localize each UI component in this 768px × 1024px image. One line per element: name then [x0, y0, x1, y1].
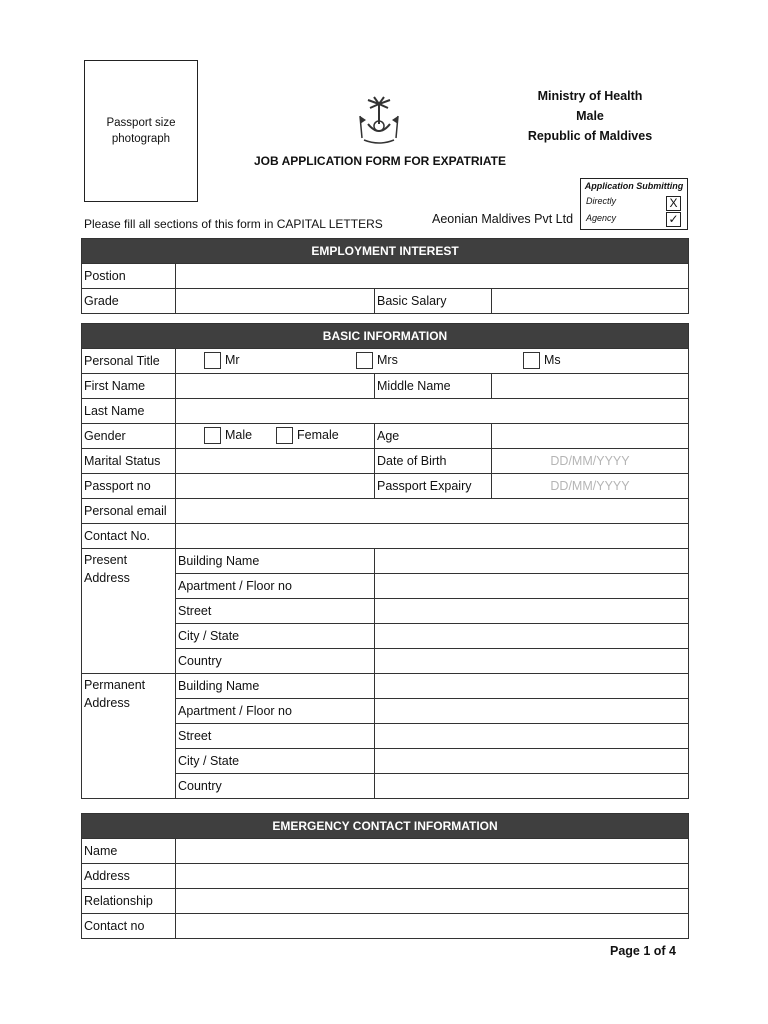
- basic-section-header: BASIC INFORMATION: [82, 324, 689, 349]
- marital-status-field[interactable]: [176, 449, 375, 474]
- employment-section-header: EMPLOYMENT INTEREST: [82, 239, 689, 264]
- personal-title-options: [176, 349, 689, 374]
- present-building-field[interactable]: [375, 549, 689, 574]
- female-label: Female: [297, 427, 339, 442]
- emergency-name-label: Name: [82, 839, 176, 864]
- age-label: Age: [375, 424, 492, 449]
- female-checkbox[interactable]: [276, 427, 293, 444]
- submit-box-title: Application Submitting: [584, 181, 684, 191]
- submit-directly-label: Directly: [586, 196, 617, 206]
- gender-male-option[interactable]: [204, 427, 252, 444]
- present-building-label: Building Name: [176, 549, 375, 574]
- instruction-text: Please fill all sections of this form in CAPITAL LETTERS: [84, 217, 383, 231]
- position-field[interactable]: [176, 264, 689, 289]
- dob-label: Date of Birth: [375, 449, 492, 474]
- submit-agency-label: Agency: [586, 213, 617, 223]
- last-name-field[interactable]: [176, 399, 689, 424]
- company-name: Aeonian Maldives Pvt Ltd: [432, 212, 574, 226]
- permanent-street-field[interactable]: [375, 724, 689, 749]
- contact-no-field[interactable]: [176, 524, 689, 549]
- present-country-label: Country: [176, 649, 375, 674]
- ministry-name: Ministry of Health: [537, 89, 643, 103]
- emergency-relationship-label: Relationship: [82, 889, 176, 914]
- emergency-relationship-field[interactable]: [176, 889, 689, 914]
- passport-expiry-field[interactable]: DD/MM/YYYY: [492, 474, 689, 499]
- emergency-contact-label: Contact no: [82, 914, 176, 939]
- emergency-address-field[interactable]: [176, 864, 689, 889]
- permanent-apartment-label: Apartment / Floor no: [176, 699, 375, 724]
- present-city-field[interactable]: [375, 624, 689, 649]
- present-country-field[interactable]: [375, 649, 689, 674]
- permanent-city-field[interactable]: [375, 749, 689, 774]
- basic-salary-label: Basic Salary: [375, 289, 492, 314]
- basic-salary-field[interactable]: [492, 289, 689, 314]
- last-name-label: Last Name: [82, 399, 176, 424]
- ms-label: Ms: [544, 352, 561, 367]
- title-mrs-option[interactable]: [356, 352, 398, 369]
- passport-expiry-label: Passport Expairy: [375, 474, 492, 499]
- dob-field[interactable]: DD/MM/YYYY: [492, 449, 689, 474]
- permanent-building-field[interactable]: [375, 674, 689, 699]
- basic-information-table: [81, 323, 689, 799]
- gender-options: [176, 424, 375, 449]
- title-mr-option[interactable]: [204, 352, 240, 369]
- submit-directly-checkbox[interactable]: X: [666, 196, 681, 211]
- personal-email-field[interactable]: [176, 499, 689, 524]
- present-address-label: Present Address: [82, 549, 176, 674]
- mr-label: Mr: [225, 352, 240, 367]
- permanent-street-label: Street: [176, 724, 375, 749]
- ministry-heading: [500, 86, 680, 146]
- permanent-apartment-field[interactable]: [375, 699, 689, 724]
- gender-female-option[interactable]: [276, 427, 339, 444]
- mrs-checkbox[interactable]: [356, 352, 373, 369]
- present-apartment-label: Apartment / Floor no: [176, 574, 375, 599]
- first-name-field[interactable]: [176, 374, 375, 399]
- emergency-contact-field[interactable]: [176, 914, 689, 939]
- present-apartment-field[interactable]: [375, 574, 689, 599]
- permanent-address-label: Permanent Address: [82, 674, 176, 799]
- page-number: Page 1 of 4: [610, 944, 676, 958]
- title-ms-option[interactable]: [523, 352, 561, 369]
- ms-checkbox[interactable]: [523, 352, 540, 369]
- emergency-section-header: EMERGENCY CONTACT INFORMATION: [82, 814, 689, 839]
- present-street-field[interactable]: [375, 599, 689, 624]
- passport-photo-box[interactable]: [84, 60, 198, 202]
- first-name-label: First Name: [82, 374, 176, 399]
- ministry-country: Republic of Maldives: [527, 129, 653, 143]
- grade-label: Grade: [82, 289, 176, 314]
- mrs-label: Mrs: [377, 352, 398, 367]
- permanent-building-label: Building Name: [176, 674, 375, 699]
- employment-interest-table: [81, 238, 689, 314]
- male-label: Male: [225, 427, 253, 442]
- form-title: JOB APPLICATION FORM FOR EXPATRIATE: [254, 154, 506, 168]
- present-street-label: Street: [176, 599, 375, 624]
- emergency-name-field[interactable]: [176, 839, 689, 864]
- contact-no-label: Contact No.: [82, 524, 176, 549]
- personal-title-label: Personal Title: [82, 349, 176, 374]
- emergency-address-label: Address: [82, 864, 176, 889]
- ministry-city: Male: [576, 109, 604, 123]
- permanent-country-label: Country: [176, 774, 375, 799]
- submit-agency-checkbox[interactable]: ✓: [666, 212, 681, 227]
- passport-no-field[interactable]: [176, 474, 375, 499]
- male-checkbox[interactable]: [204, 427, 221, 444]
- mr-checkbox[interactable]: [204, 352, 221, 369]
- personal-email-label: Personal email: [82, 499, 176, 524]
- age-field[interactable]: [492, 424, 689, 449]
- present-city-label: City / State: [176, 624, 375, 649]
- permanent-country-field[interactable]: [375, 774, 689, 799]
- marital-status-label: Marital Status: [82, 449, 176, 474]
- photo-box-label: Passport size photograph: [106, 117, 176, 145]
- middle-name-label: Middle Name: [375, 374, 492, 399]
- passport-no-label: Passport no: [82, 474, 176, 499]
- maldives-emblem-icon: [352, 94, 406, 146]
- grade-field[interactable]: [176, 289, 375, 314]
- application-submitting-box: [580, 178, 688, 230]
- position-label: Postion: [82, 264, 176, 289]
- emergency-contact-table: [81, 813, 689, 939]
- gender-label: Gender: [82, 424, 176, 449]
- permanent-city-label: City / State: [176, 749, 375, 774]
- middle-name-field[interactable]: [492, 374, 689, 399]
